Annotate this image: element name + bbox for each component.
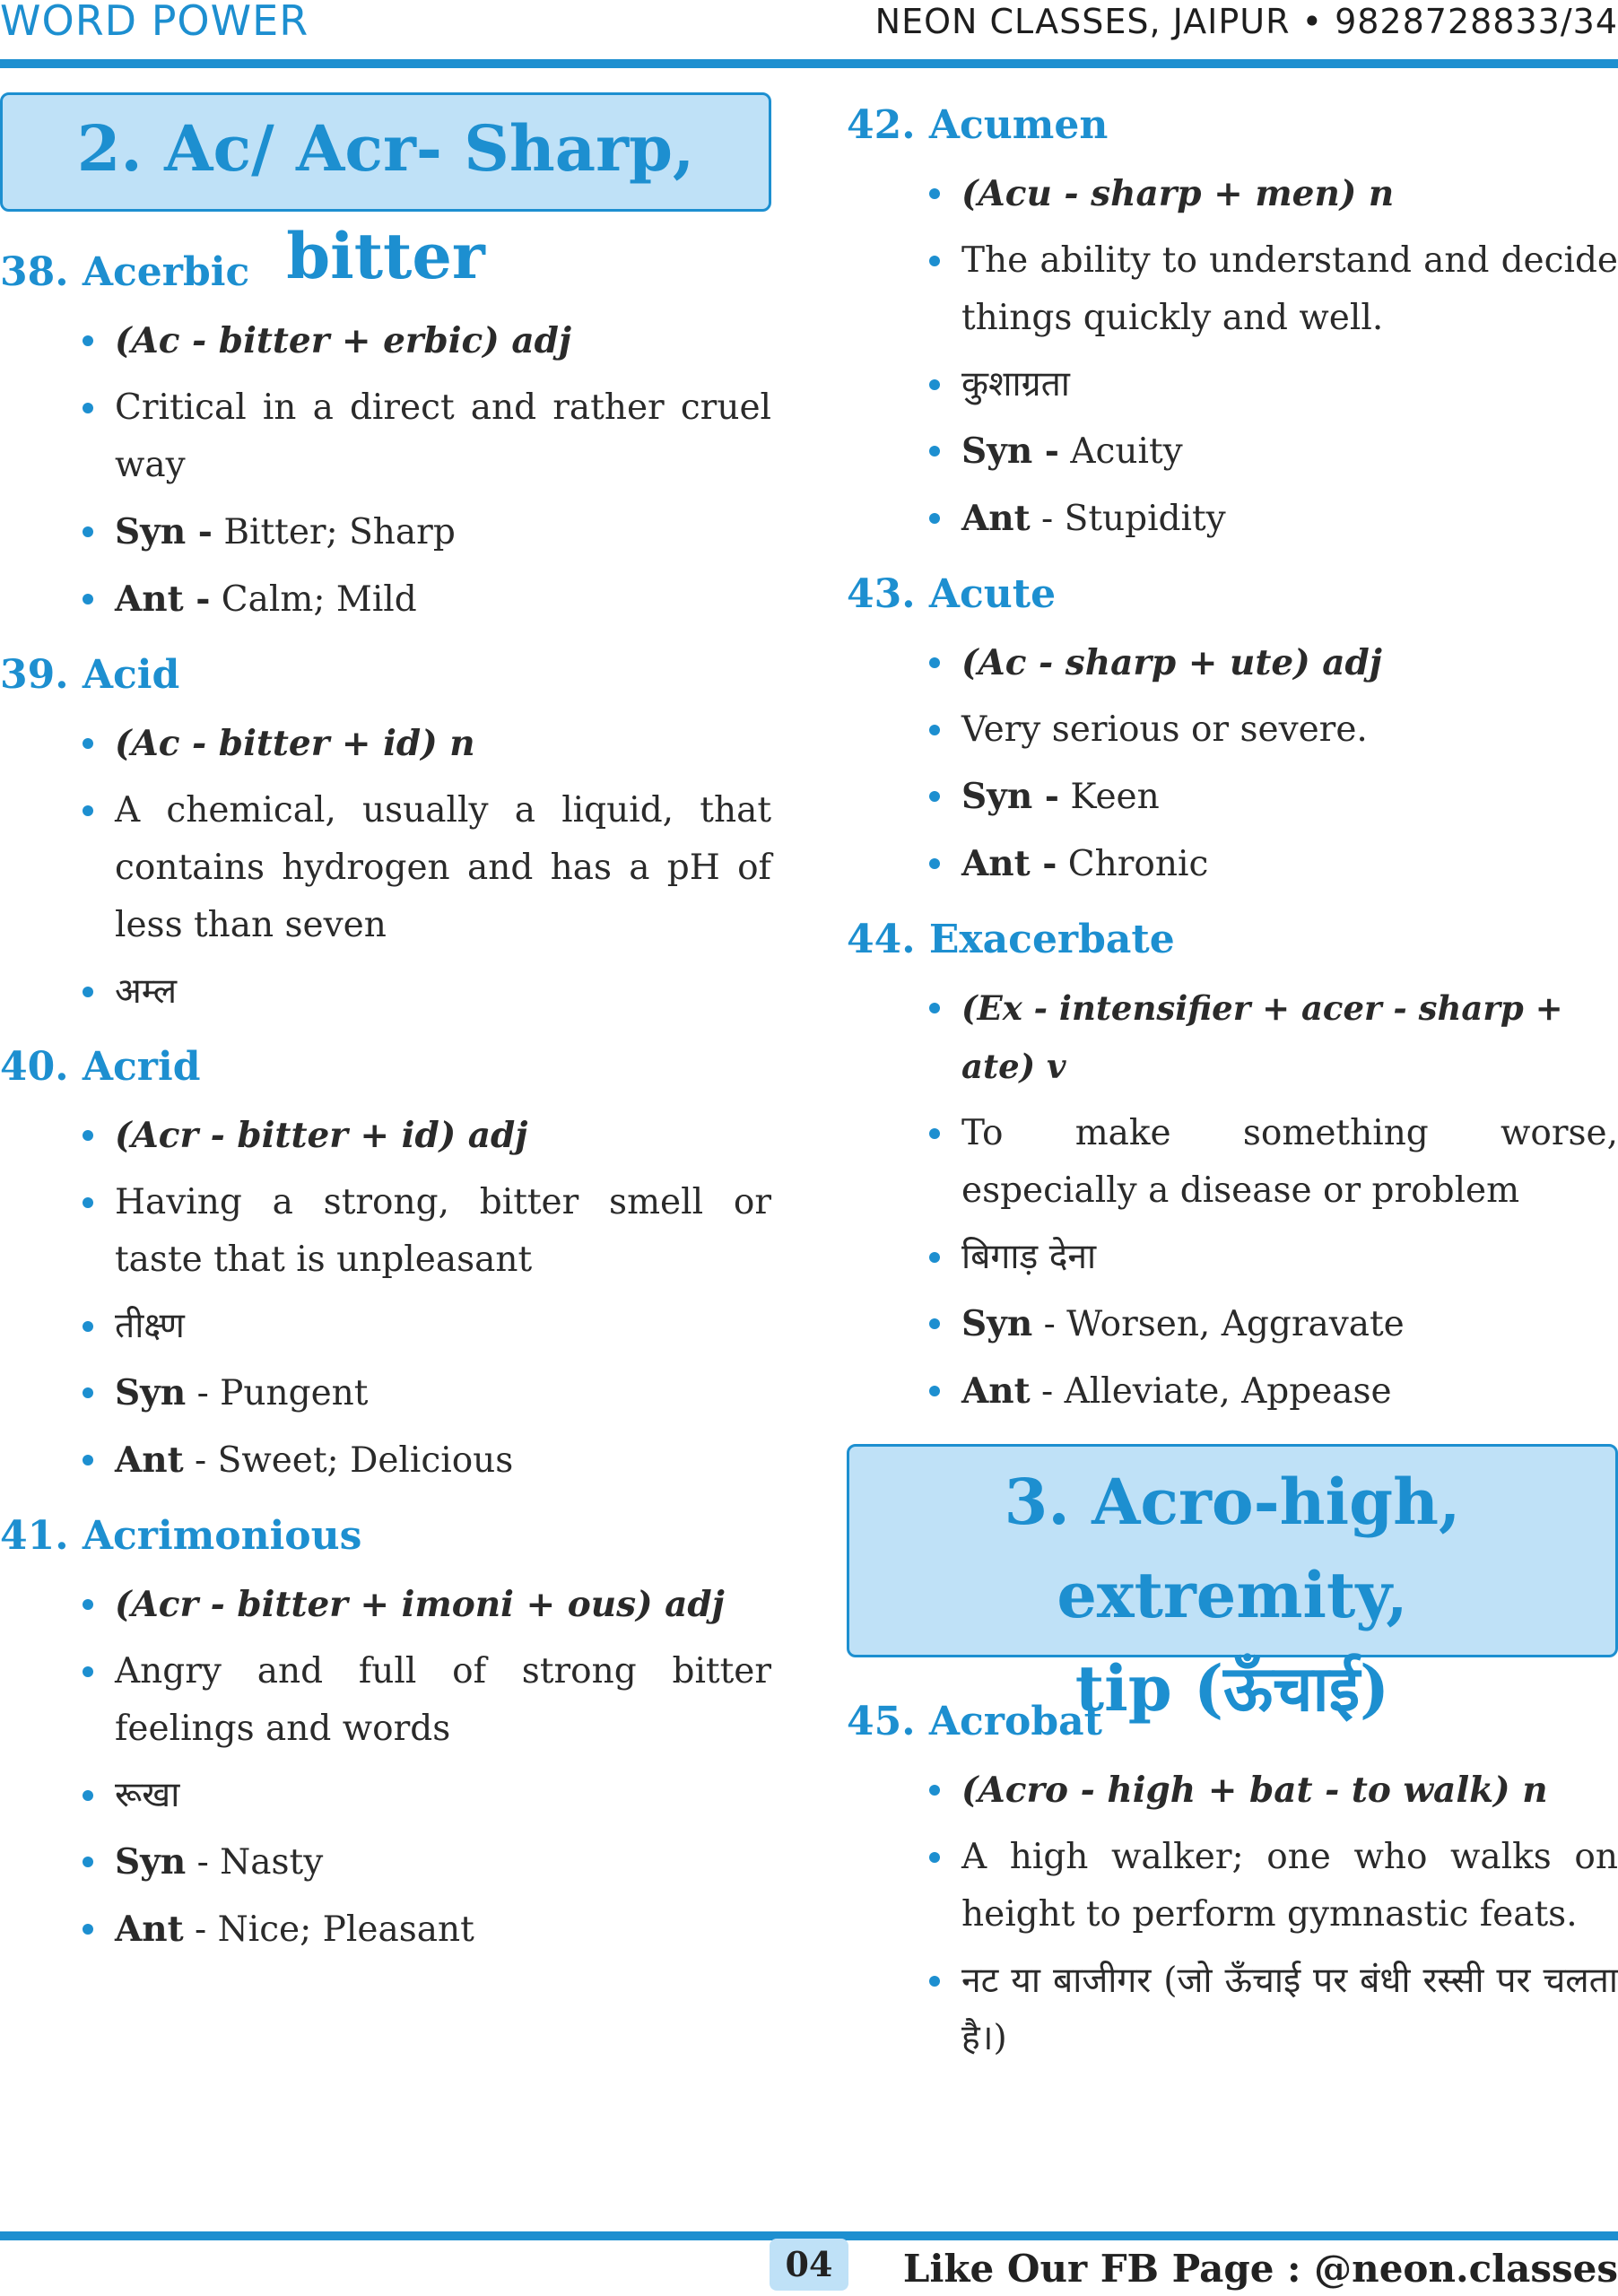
synonyms: Syn - Worsen, Aggravate [847, 1295, 1618, 1353]
hindi-meaning: कुशाग्रता [847, 356, 1618, 413]
entry-bullets [0, 715, 771, 1021]
hindi-meaning: रूखा [0, 1767, 771, 1824]
meaning: A chemical, usually a liquid, that contains hydrogen and has a pH of less than seven [0, 782, 771, 954]
entry-title: 42. Acumen [847, 102, 1109, 148]
hindi-meaning: अम्ल [0, 963, 771, 1021]
entry-title: 41. Acrimonious [0, 1513, 362, 1559]
entry-bullets [847, 979, 1618, 1421]
entry-bullets [847, 634, 1618, 893]
facebook-promo: Like Our FB Page : @neon.classes [902, 2247, 1618, 2291]
institute-contact: NEON CLASSES, JAIPUR • 9828728833/34 [874, 2, 1618, 41]
meaning: Critical in a direct and rather cruel way [0, 379, 771, 494]
hindi-meaning: तीक्ष्ण [0, 1298, 771, 1355]
entry-acute [847, 566, 1618, 893]
meaning: A high walker; one who walks on height to perform gymnastic feats. [847, 1829, 1618, 1944]
entry-acid [0, 647, 771, 1021]
entry-title: 45. Acrobat [847, 1699, 1102, 1744]
etymology: (Ex - intensifier + acer - sharp + ate) v [847, 979, 1618, 1096]
meaning: Very serious or severe. [847, 701, 1618, 759]
entry-bullets [0, 1107, 771, 1490]
section-heading-line-1: 3. Acro-high, extremity, [1004, 1465, 1461, 1632]
meaning: Having a strong, bitter smell or taste that is unpleasant [0, 1174, 771, 1289]
hindi-meaning: बिगाड़ देना [847, 1229, 1618, 1286]
entry-title: 43. Acute [847, 571, 1057, 617]
antonyms: Ant - Nice; Pleasant [0, 1900, 771, 1959]
header-rule [0, 59, 1618, 68]
entry-bullets [0, 1576, 771, 1959]
etymology: (Acro - high + bat - to walk) n [847, 1761, 1618, 1820]
meaning: Angry and full of strong bitter feelings and words [0, 1643, 771, 1758]
entry-acrid [0, 1039, 771, 1490]
hindi-meaning: नट या बाजीगर (जो ऊँचाई पर बंधी रस्सी पर चलता है।) [847, 1952, 1618, 2067]
brand-title: WORD POWER [0, 0, 309, 45]
entry-acrimonious [0, 1508, 771, 1959]
etymology: (Acr - bitter + imoni + ous) adj [0, 1576, 771, 1634]
entry-title: 44. Exacerbate [847, 917, 1175, 962]
synonyms: Syn - Keen [847, 768, 1618, 826]
etymology: (Ac - sharp + ute) adj [847, 634, 1618, 692]
meaning: The ability to understand and decide things quickly and well. [847, 232, 1618, 347]
etymology: (Ac - bitter + id) n [0, 715, 771, 773]
synonyms: Syn - Acuity [847, 422, 1618, 481]
antonyms: Ant - Sweet; Delicious [0, 1431, 771, 1490]
antonyms: Ant - Alleviate, Appease [847, 1362, 1618, 1421]
entry-acrobat [847, 1693, 1618, 2067]
entry-bullets [847, 1761, 1618, 2067]
entry-exacerbate [847, 911, 1618, 1421]
antonyms: Ant - Calm; Mild [0, 570, 771, 629]
synonyms: Syn - Nasty [0, 1833, 771, 1892]
etymology: (Acu - sharp + men) n [847, 165, 1618, 223]
left-column [0, 90, 771, 1968]
entry-title: 38. Acerbic [0, 249, 250, 295]
entry-title: 39. Acid [0, 652, 180, 698]
meaning: To make something worse, especially a disease or problem [847, 1105, 1618, 1220]
synonyms: Syn - Bitter; Sharp [0, 503, 771, 561]
etymology: (Ac - bitter + erbic) adj [0, 312, 771, 370]
antonyms: Ant - Stupidity [847, 490, 1618, 548]
entry-bullets [0, 312, 771, 629]
page-number: 04 [770, 2239, 848, 2291]
right-column [847, 90, 1618, 2076]
antonyms: Ant - Chronic [847, 835, 1618, 893]
entry-title: 40. Acrid [0, 1044, 201, 1090]
etymology: (Acr - bitter + id) adj [0, 1107, 771, 1165]
entry-acumen [847, 97, 1618, 548]
entry-bullets [847, 165, 1618, 548]
section-heading-ac-acr: 2. Ac/ Acr- Sharp, bitter [0, 92, 771, 212]
section-heading-line-2: tip (ऊँचाई) [1074, 1651, 1390, 1726]
synonyms: Syn - Pungent [0, 1364, 771, 1422]
